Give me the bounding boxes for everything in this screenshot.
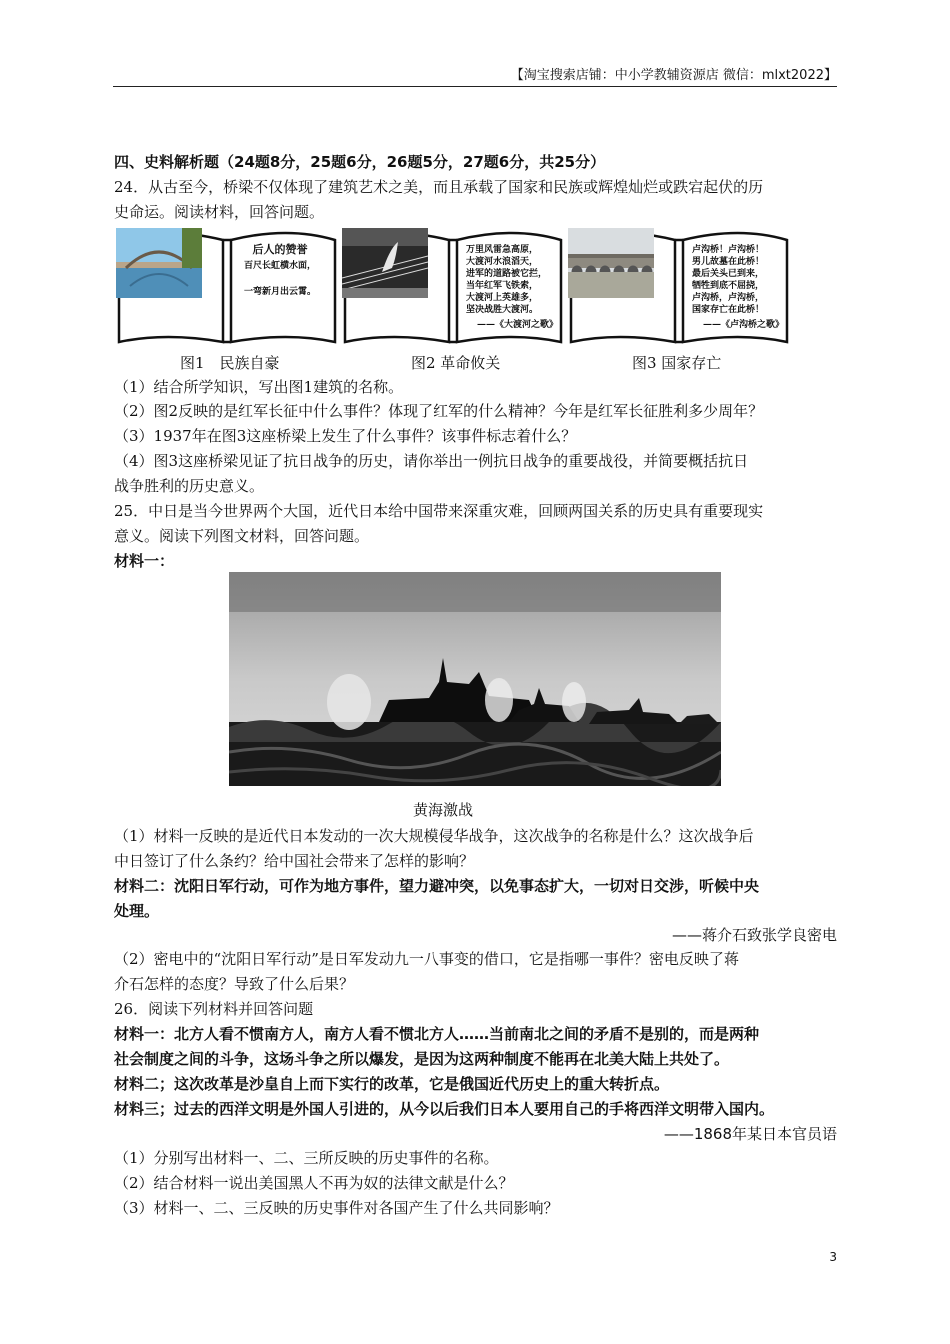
q24-sub3: （3）1937年在图3这座桥梁上发生了什么事件？该事件标志着什么？: [114, 427, 577, 445]
poem-line: 进军的道路被它拦，: [466, 269, 548, 279]
poem-line: 牺牲到底不屈挠，: [692, 281, 765, 291]
poem-line: 大渡河上英雄多，: [466, 293, 539, 303]
q25-material2-line2: 处理。: [114, 902, 160, 920]
poem-source: ——《卢沟桥之歌》: [702, 320, 784, 330]
poem-line: 最后关头已到来，: [692, 269, 765, 279]
q25-material1-label: 材料一：: [114, 552, 175, 570]
q24-sub4-line1: （4）图3这座桥梁见证了抗日战争的历史，请你举出一例抗日战争的重要战役，并简要概括抗日: [114, 452, 749, 470]
book-figure-2: [342, 228, 564, 346]
figure-1-caption: 图1 民族自豪: [180, 354, 280, 372]
q26-stem: 26．阅读下列材料并回答问题: [114, 1000, 314, 1018]
q25-sub2-line2: 介石怎样的态度？导致了什么后果？: [114, 975, 355, 993]
book-3-poem: [692, 244, 784, 331]
page-header: [113, 58, 837, 87]
lugou-bridge-photo: [568, 228, 654, 298]
book-1-title: 后人的赞誉: [252, 243, 308, 256]
q26-material2: 材料二；这次改革是沙皇自上而下实行的改革，它是俄国近代历史上的重大转折点。: [114, 1075, 670, 1093]
photo-caption: 黄海激战: [413, 801, 474, 819]
q26-sub1: （1）分别写出材料一、二、三所反映的历史事件的名称。: [114, 1149, 499, 1167]
q25-material2-line1: 材料二：沈阳日军行动，可作为地方事件，望力避冲突，以免事态扩大，一切对日交涉，听候中央: [114, 877, 760, 895]
book-figure-1: [116, 228, 338, 346]
zhaozhou-bridge-photo: [116, 228, 202, 298]
poem-line: 百尺长虹横水面，: [243, 261, 316, 271]
poem-line: 当年红军飞铁索，: [466, 281, 539, 291]
poem-line: 国家存亡在此桥！: [692, 305, 765, 315]
book-1-poem: [234, 244, 326, 298]
q25-stem-line2: 意义。阅读下列图文材料，回答问题。: [114, 527, 370, 545]
q26-material1-line1: 材料一：北方人看不惯南方人，南方人看不惯北方人……当前南北之间的矛盾不是别的，而是两种: [114, 1025, 760, 1043]
book-figure-3: [568, 228, 790, 346]
q24-stem-line2: 史命运。阅读材料，回答问题。: [114, 203, 325, 221]
q25-sub1-line2: 中日签订了什么条约？给中国社会带来了怎样的影响？: [114, 852, 475, 870]
q26-material3-source: ——1868年某日本官员语: [663, 1125, 837, 1143]
figure-3-caption: 图3 国家存亡: [632, 354, 722, 372]
header-text: 【淘宝搜索店铺：中小学教辅资源店 微信：mlxt2022】: [510, 68, 837, 83]
section-title: 四、史料解析题（24题8分，25题6分，26题5分，27题6分，共25分）: [114, 153, 606, 171]
yellow-sea-battle-photo: [229, 572, 721, 786]
poem-line: 卢沟桥！卢沟桥！: [692, 245, 765, 255]
page-number: 3: [829, 1250, 837, 1264]
q25-stem-line1: 25．中日是当今世界两个大国，近代日本给中国带来深重灾难，回顾两国关系的历史具有重要现实: [114, 502, 764, 520]
poem-line: 大渡河水浪滔天，: [466, 257, 539, 267]
luding-bridge-photo: [342, 228, 428, 298]
poem-line: 万里风雷急高原，: [466, 245, 539, 255]
poem-line: 卢沟桥，卢沟桥，: [692, 293, 765, 303]
book-2-poem: [466, 244, 558, 331]
poem-line: 一弯新月出云霄。: [243, 287, 316, 297]
q26-sub3: （3）材料一、二、三反映的历史事件对各国产生了什么共同影响？: [114, 1199, 559, 1217]
q24-sub4-line2: 战争胜利的历史意义。: [114, 477, 265, 495]
poem-line: 男儿故墓在此桥！: [692, 257, 765, 267]
q24-stem-line1: 24．从古至今，桥梁不仅体现了建筑艺术之美，而且承载了国家和民族或辉煌灿烂或跌宕起伏的历: [114, 178, 764, 196]
poem-line: 坚决战胜大渡河。: [466, 305, 539, 315]
figure-2-caption: 图2 革命攸关: [411, 354, 501, 372]
q24-sub1: （1）结合所学知识，写出图1建筑的名称。: [114, 378, 404, 396]
q26-material1-line2: 社会制度之间的斗争，这场斗争之所以爆发，是因为这两种制度不能再在北美大陆上共处了。: [114, 1050, 730, 1068]
q26-material3: 材料三；过去的西洋文明是外国人引进的，从今以后我们日本人要用自己的手将西洋文明带入国内。: [114, 1100, 775, 1118]
q26-sub2: （2）结合材料一说出美国黑人不再为奴的法律文献是什么？: [114, 1174, 514, 1192]
q25-sub2-line1: （2）密电中的“沈阳日军行动”是日军发动九一八事变的借口，它是指哪一事件？密电反映了蒋: [114, 950, 739, 968]
q25-material2-source: ——蒋介石致张学良密电: [671, 926, 837, 944]
q24-sub2: （2）图2反映的是红军长征中什么事件？体现了红军的什么精神？今年是红军长征胜利多少周年？: [114, 402, 764, 420]
poem-source: ——《大渡河之歌》: [476, 320, 558, 330]
q25-sub1-line1: （1）材料一反映的是近代日本发动的一次大规模侵华战争，这次战争的名称是什么？这次战争后: [114, 827, 754, 845]
